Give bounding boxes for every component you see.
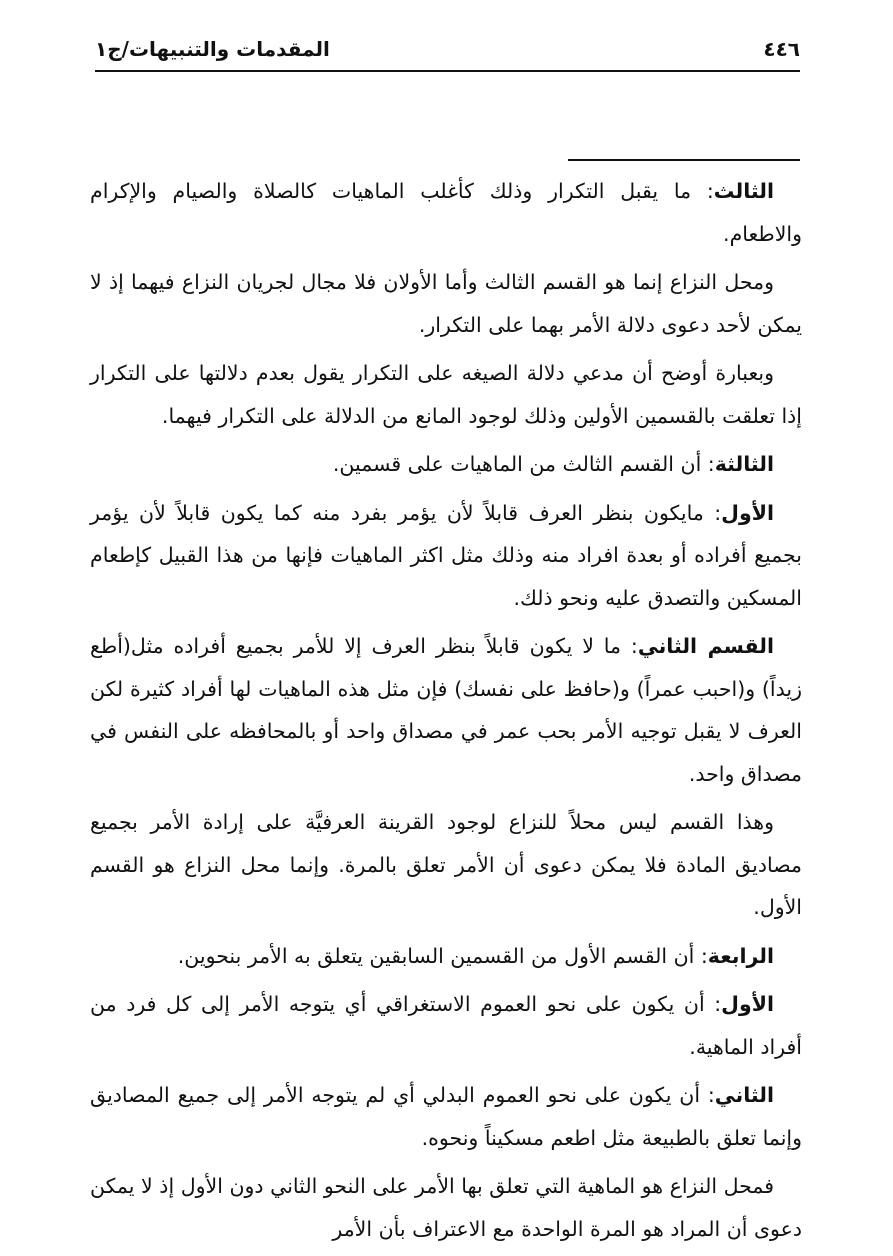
paragraph-lead: الرابعة	[707, 943, 774, 968]
paragraph-lead: الأول	[721, 500, 774, 525]
paragraph-text: وبعبارة أوضح أن مدعي دلالة الصيغه على التكرار يقول بعدم دلالتها على التكرار إذا تعلقت بالقسمين الأولين وذلك لوجود المانع من الدلالة على التكرار فيهما.	[90, 361, 802, 428]
page-header	[95, 30, 800, 68]
paragraph	[90, 170, 802, 255]
paragraph-lead: الثالثة	[714, 452, 774, 476]
paragraph-text: وهذا القسم ليس محلاً للنزاع لوجود القرينة العرفيَّة على إرادة الأمر بجميع مصاديق المادة فلا يمكن دعوى أن الأمر تعلق بالمرة. وإنما محل النزاع هو القسم الأول.	[90, 810, 802, 919]
paragraph	[90, 983, 802, 1068]
paragraph	[90, 625, 802, 795]
body-text	[90, 170, 802, 1256]
paragraph-text: : أن القسم الثالث من الماهيات على قسمين.	[332, 452, 715, 476]
paragraph-text: فمحل النزاع هو الماهية التي تعلق بها الأمر على النحو الثاني دون الأول إذ لا يمكن دعوى أن المراد هو المرة الواحدة مع الاعتراف بأن الأمر	[90, 1174, 802, 1241]
paragraph-lead: الأول	[721, 992, 774, 1016]
paragraph-text: : ما لا يكون قابلاً بنظر العرف إلا للأمر بجميع أفراده مثل(أطع زيداً) و(احبب عمراً) و(حافظ على نفسك) فإن مثل هذه الماهيات لها أفراد كثيرة لكن العرف لا يقبل توجيه الأمر بحب عمر في مصداق واحد أو بالمحافظه على النفس في مصداق واحد.	[90, 634, 802, 786]
paragraph-text: : أن يكون على نحو العموم البدلي أي لم يتوجه الأمر إلى جميع المصاديق وإنما تعلق بالطبيعة مثل اطعم مسكيناً ونحوه.	[90, 1083, 802, 1150]
paragraph	[90, 1074, 802, 1159]
paragraph-lead: الثاني	[714, 1083, 774, 1107]
paragraph	[90, 935, 802, 978]
paragraph-text: : ما يقبل التكرار وذلك كأغلب الماهيات كالصلاة والصيام والإكرام والاطعام.	[90, 179, 802, 246]
paragraph-text: ومحل النزاع إنما هو القسم الثالث وأما الأولان فلا مجال لجريان النزاع فيهما إذ لا يمكن لأحد دعوى دلالة الأمر بهما على التكرار.	[90, 270, 802, 337]
paragraph	[90, 261, 802, 346]
header-rule	[95, 70, 800, 72]
paragraph-lead: الثالث	[713, 179, 774, 203]
paragraph	[90, 352, 802, 437]
paragraph-text: : أن القسم الأول من القسمين السابقين يتعلق به الأمر بنحوين.	[177, 943, 708, 968]
page-number: ٤٤٦	[763, 37, 800, 61]
running-title: المقدمات والتنبيهات/ج١	[95, 37, 330, 61]
paragraph	[90, 443, 802, 486]
paragraph	[90, 1165, 802, 1250]
paragraph-lead: القسم الثاني	[637, 634, 774, 658]
paragraph	[90, 801, 802, 929]
section-rule	[568, 159, 800, 161]
paragraph-text: : مايكون بنظر العرف قابلاً لأن يؤمر بفرد منه كما يكون قابلاً لأن يؤمر بجميع أفراده أو بعدة افراد منه وذلك مثل اكثر الماهيات فإنها من هذا القبيل كإطعام المسكين والتصدق عليه ونحو ذلك.	[90, 500, 802, 610]
paragraph-text: : أن يكون على نحو العموم الاستغراقي أي يتوجه الأمر إلى كل فرد من أفراد الماهية.	[90, 992, 802, 1059]
paragraph	[90, 492, 802, 620]
